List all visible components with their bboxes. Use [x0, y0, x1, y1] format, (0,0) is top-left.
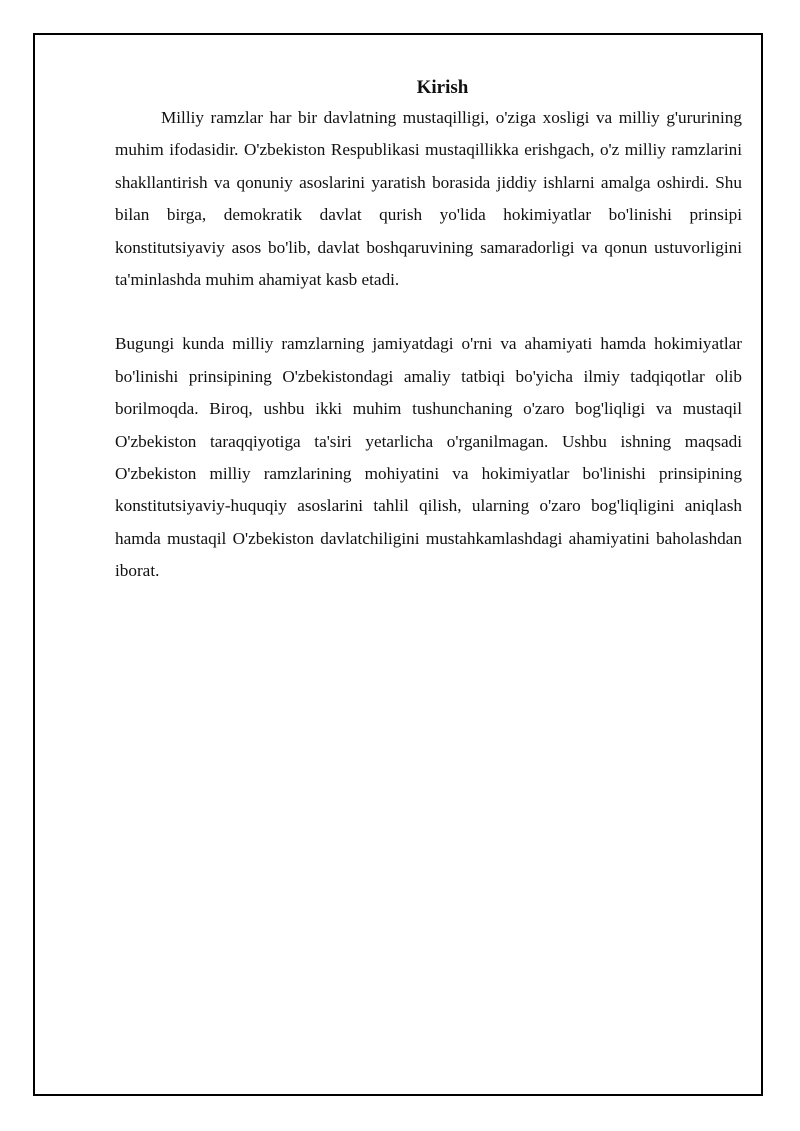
page-content — [115, 74, 742, 588]
paragraph-intro: Milliy ramzlar har bir davlatning mustaqilligi, o'ziga xosligi va milliy g'ururining muhim ifodasidir. O'zbekiston Respublikasi mustaqillikka erishgach, o'z milliy ramzlarini shakllantirish va qonuniy asoslarini yaratish borasida jiddiy ishlarni amalga oshirdi. Shu bilan birga, demokratik davlat qurish yo'lida hokimiyatlar bo'linishi prinsipi konstitutsiyaviy asos bo'lib, davlat boshqaruvining samaradorligi va qonun ustuvorligini ta'minlashda muhim ahamiyat kasb etadi. — [115, 108, 742, 290]
page-title: Kirish — [416, 77, 469, 98]
paragraph-purpose: Bugungi kunda milliy ramzlarning jamiyatdagi o'rni va ahamiyati hamda hokimiyatlar bo'linishi prinsipining O'zbekistondagi amaliy tatbiqi bo'yicha ilmiy tadqiqotlar olib borilmoqda. Biroq, ushbu ikki muhim tushunchaning o'zaro bog'liqligi va mustaqil O'zbekiston taraqqiyotiga ta'siri yetarlicha o'rganilmagan. Ushbu ishning maqsadi O'zbekiston milliy ramzlarining mohiyatini va hokimiyatlar bo'linishi prinsipining konstitutsiyaviy-huquqiy asoslarini tahlil qilish, ularning o'zaro bog'liqligini aniqlash hamda mustaqil O'zbekiston davlatchiligini mustahkamlashdagi ahamiyatini baholashdan iborat. — [115, 334, 742, 581]
